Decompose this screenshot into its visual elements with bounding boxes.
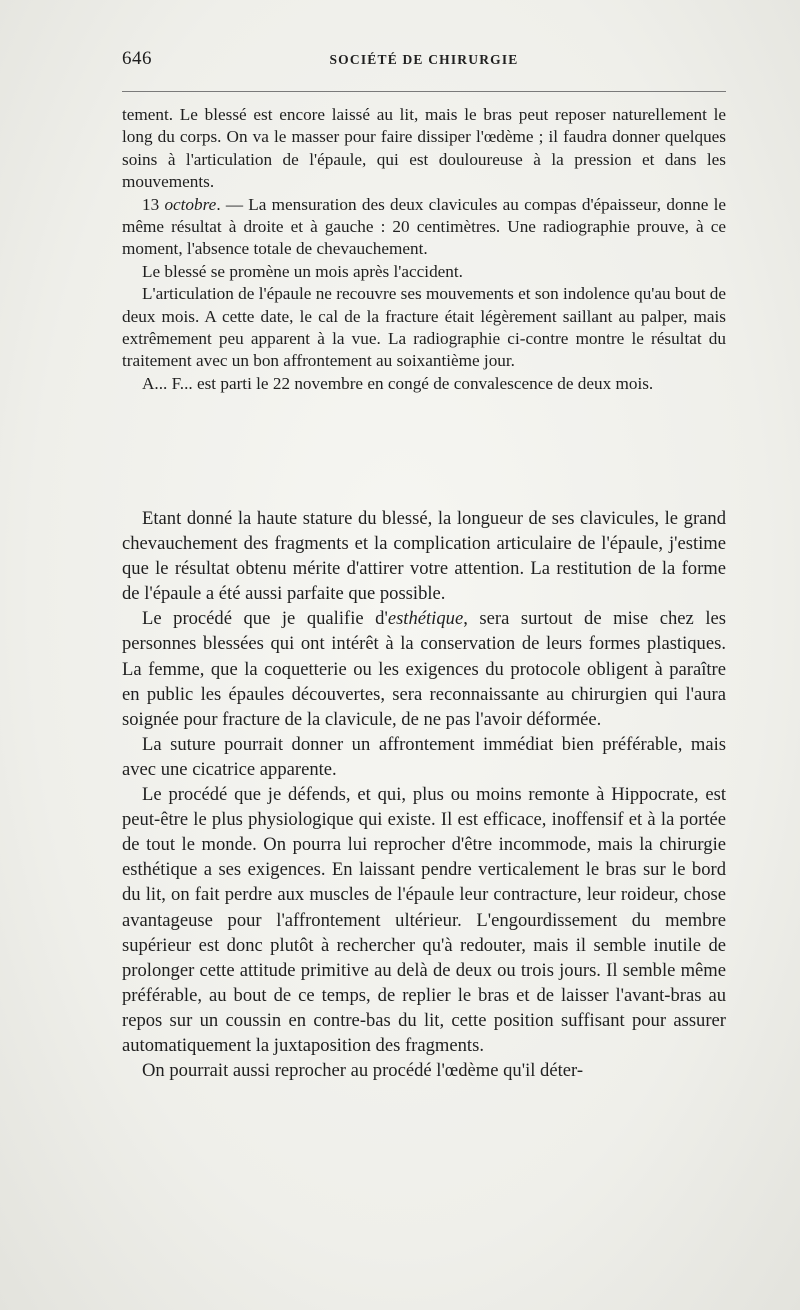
running-header xyxy=(122,48,726,78)
paragraph xyxy=(122,606,726,731)
paragraph: A... F... est parti le 22 novembre en congé de convalescence de deux mois. xyxy=(142,373,654,393)
page-number: 646 xyxy=(122,48,152,69)
paragraph: Le procédé que je défends, et qui, plus ou moins remonte à Hippocrate, est peut-être le plus physiologique qui existe. Il est efficace, inoffensif et à la portée de tout le monde. On pourra lui reprocher d'être incommode, mais la chirurgie esthétique a ses exigences. En laissant pendre verticalement le bras sur le bord du lit, on fait perdre aux muscles de l'épaule leur contracture, leur roideur, chose avantageuse pour l'affrontement ultérieur. L'engourdissement du membre supérieur est donc plutôt à rechercher qu'à redouter, mais il semble inutile de prolonger cette attitude primitive au delà de deux ou trois jours. Il semble même préférable, au bout de ce temps, de replier le bras et de laisser l'avant-bras au repos sur un coussin en contre-bas du lit, cette position suffisant pour assurer automatiquement la juxtaposition des fragments. xyxy=(122,784,726,1056)
date-day: 13 xyxy=(142,194,160,214)
paragraph: La suture pourrait donner un affrontement immédiat bien préférable, mais avec une cicatrice apparente. xyxy=(122,733,726,780)
discussion-text xyxy=(122,506,726,1083)
paragraph: On pourrait aussi reprocher au procédé l'œdème qu'il déter- xyxy=(142,1060,584,1082)
italic-term: esthétique xyxy=(387,608,464,630)
header-rule xyxy=(122,91,726,92)
paragraph: Etant donné la haute stature du blessé, la longueur de ses clavicules, le grand chevauchement des fragments et la complication articulaire de l'épaule, j'estime que le résultat obtenu mérite d'attirer votre attention. La restitution de la forme de l'épaule a été aussi parfaite que possible. xyxy=(122,508,726,605)
paragraph-body: , sera surtout de mise chez les personnes blessées qui ont intérêt à la conservation de leurs formes plastiques. La femme, que la coquetterie ou les exigences du protocole obligent à paraître en public les épaules découvertes, sera reconnaissante au chirurgien qui l'aura soignée pour fracture de la clavicule, de ne pas l'avoir déformée. xyxy=(122,608,726,730)
paragraph xyxy=(122,194,726,261)
paragraph: Le blessé se promène un mois après l'accident. xyxy=(142,261,463,281)
paragraph-body: Le procédé que je qualifie d' xyxy=(142,608,388,630)
journal-title: SOCIÉTÉ DE CHIRURGIE xyxy=(329,52,519,67)
case-report-text xyxy=(122,104,726,395)
paragraph: L'articulation de l'épaule ne recouvre ses mouvements et son indolence qu'au bout de deux mois. A cette date, le cal de la fracture était légèrement saillant au palper, mais extrêmement peu apparent à la vue. La radiographie ci-contre montre le résultat du traitement avec un bon affrontement au soixantième jour. xyxy=(122,284,726,371)
paragraph-body: . — La mensuration des deux clavicules au compas d'épaisseur, donne le même résultat à droite et à gauche : 20 centimètres. Une radiographie prouve, à ce moment, l'absence totale de chevauchement. xyxy=(122,194,726,259)
paragraph: tement. Le blessé est encore laissé au lit, mais le bras peut reposer naturellement le long du corps. On va le masser pour faire dissiper l'œdème ; il faudra donner quelques soins à l'articulation de l'épaule, qui est douloureuse à la pression et dans les mouvements. xyxy=(122,105,726,192)
date-month: octobre xyxy=(164,194,217,214)
